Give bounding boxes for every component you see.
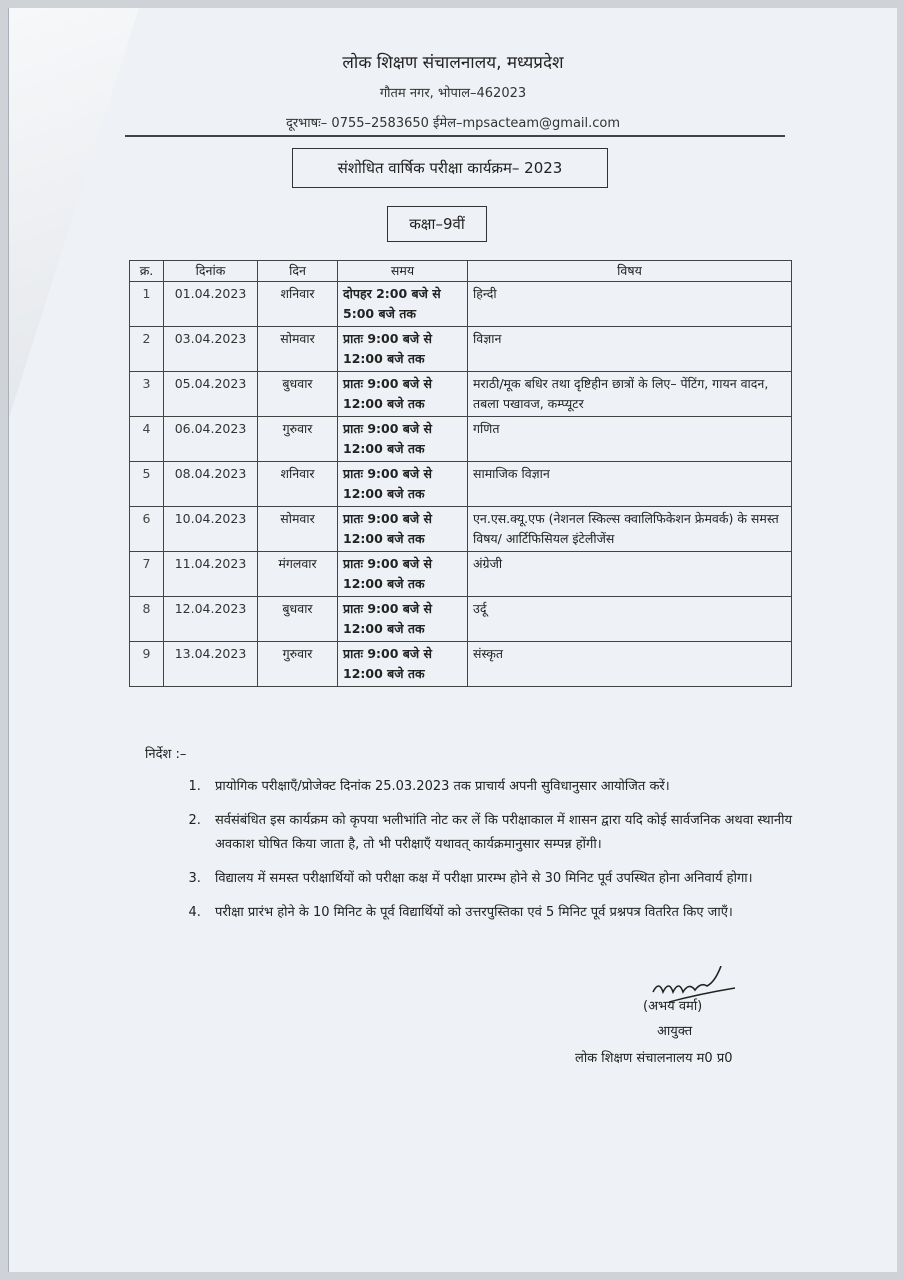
cell-subject: उर्दू xyxy=(468,597,792,642)
cell-subject: संस्कृत xyxy=(468,642,792,687)
col-header-sn: क्र. xyxy=(130,261,164,282)
col-header-date: दिनांक xyxy=(164,261,258,282)
instructions-list xyxy=(145,775,805,925)
cell-subject: मराठी/मूक बधिर तथा दृष्टिहीन छात्रों के लिए– पेंटिंग, गायन वादन, तबला पखावज, कम्प्यूटर xyxy=(468,372,792,417)
cell-date: 05.04.2023 xyxy=(164,372,258,417)
cell-date: 08.04.2023 xyxy=(164,462,258,507)
cell-date: 03.04.2023 xyxy=(164,327,258,372)
table-row xyxy=(130,462,792,507)
instruction-item: 2. सर्वसंबंधित इस कार्यक्रम को कृपया भलीभांति नोट कर लें कि परीक्षाकाल में शासन द्वारा यदि कोई सार्वजनिक अथवा स्थानीय अवकाश घोषित किया जाता है, तो भी परीक्षाएँ यथावत् कार्यक्रमानुसार सम्पन्न होंगी। xyxy=(205,809,805,857)
cell-time: प्रातः 9:00 बजे से 12:00 बजे तक xyxy=(338,597,468,642)
letterhead xyxy=(9,50,897,131)
cell-sn: 4 xyxy=(130,417,164,462)
cell-time: दोपहर 2:00 बजे से 5:00 बजे तक xyxy=(338,282,468,327)
cell-date: 06.04.2023 xyxy=(164,417,258,462)
table-row xyxy=(130,597,792,642)
org-name: लोक शिक्षण संचालनालय, मध्यप्रदेश xyxy=(342,53,564,73)
table-row xyxy=(130,417,792,462)
col-header-day: दिन xyxy=(258,261,338,282)
table-row xyxy=(130,507,792,552)
cell-subject: गणित xyxy=(468,417,792,462)
cell-subject: सामाजिक विज्ञान xyxy=(468,462,792,507)
cell-time: प्रातः 9:00 बजे से 12:00 बजे तक xyxy=(338,642,468,687)
cell-day: सोमवार xyxy=(258,327,338,372)
cell-date: 10.04.2023 xyxy=(164,507,258,552)
cell-time: प्रातः 9:00 बजे से 12:00 बजे तक xyxy=(338,417,468,462)
document-title: संशोधित वार्षिक परीक्षा कार्यक्रम– 2023 xyxy=(292,148,608,188)
signatory-name: (अभय वर्मा) xyxy=(643,999,703,1014)
cell-date: 13.04.2023 xyxy=(164,642,258,687)
cell-sn: 3 xyxy=(130,372,164,417)
cell-day: शनिवार xyxy=(258,282,338,327)
document-page xyxy=(8,8,897,1272)
table-row xyxy=(130,327,792,372)
cell-date: 01.04.2023 xyxy=(164,282,258,327)
table-row xyxy=(130,642,792,687)
org-address: गौतम नगर, भोपाल–462023 xyxy=(379,86,527,101)
cell-subject: अंग्रेजी xyxy=(468,552,792,597)
cell-sn: 2 xyxy=(130,327,164,372)
cell-date: 12.04.2023 xyxy=(164,597,258,642)
cell-subject: एन.एस.क्यू.एफ (नेशनल स्किल्स क्वालिफिकेशन फ्रेमवर्क) के समस्त विषय/ आर्टिफिसियल इंटेलीजेंस xyxy=(468,507,792,552)
cell-date: 11.04.2023 xyxy=(164,552,258,597)
cell-sn: 7 xyxy=(130,552,164,597)
instructions-heading: निर्देश :– xyxy=(145,747,187,762)
table-row xyxy=(130,552,792,597)
signatory-designation: आयुक्त xyxy=(657,1024,693,1039)
cell-subject: विज्ञान xyxy=(468,327,792,372)
instruction-item: 4. परीक्षा प्रारंभ होने के 10 मिनिट के पूर्व विद्यार्थियों को उत्तरपुस्तिका एवं 5 मिनिट पूर्व प्रश्नपत्र वितरित किए जाएँ। xyxy=(205,901,805,925)
cell-time: प्रातः 9:00 बजे से 12:00 बजे तक xyxy=(338,552,468,597)
table-row xyxy=(130,372,792,417)
cell-sn: 9 xyxy=(130,642,164,687)
col-header-time: समय xyxy=(338,261,468,282)
header-divider xyxy=(125,135,785,137)
cell-day: गुरुवार xyxy=(258,417,338,462)
exam-schedule-table xyxy=(129,260,792,687)
cell-day: बुधवार xyxy=(258,597,338,642)
class-label: कक्षा–9वीं xyxy=(387,206,487,242)
cell-time: प्रातः 9:00 बजे से 12:00 बजे तक xyxy=(338,372,468,417)
instructions xyxy=(145,743,805,935)
cell-day: मंगलवार xyxy=(258,552,338,597)
cell-sn: 6 xyxy=(130,507,164,552)
cell-day: शनिवार xyxy=(258,462,338,507)
table-row xyxy=(130,282,792,327)
cell-sn: 5 xyxy=(130,462,164,507)
table-header-row xyxy=(130,261,792,282)
cell-subject: हिन्दी xyxy=(468,282,792,327)
instruction-item: 3. विद्यालय में समस्त परीक्षार्थियों को परीक्षा कक्ष में परीक्षा प्रारम्भ होने से 30 मिनिट पूर्व उपस्थित होना अनिवार्य होगा। xyxy=(205,867,805,891)
cell-time: प्रातः 9:00 बजे से 12:00 बजे तक xyxy=(338,462,468,507)
org-contact: दूरभाषः– 0755–2583650 ईमेल–mpsacteam@gmail.com xyxy=(285,116,621,131)
cell-sn: 1 xyxy=(130,282,164,327)
cell-sn: 8 xyxy=(130,597,164,642)
cell-day: बुधवार xyxy=(258,372,338,417)
cell-day: सोमवार xyxy=(258,507,338,552)
cell-time: प्रातः 9:00 बजे से 12:00 बजे तक xyxy=(338,327,468,372)
signatory-org: लोक शिक्षण संचालनालय म0 प्र0 xyxy=(575,1051,733,1066)
cell-day: गुरुवार xyxy=(258,642,338,687)
instruction-item: 1. प्रायोगिक परीक्षाएँ/प्रोजेक्ट दिनांक 25.03.2023 तक प्राचार्य अपनी सुविधानुसार आयोजित करें। xyxy=(205,775,805,799)
cell-time: प्रातः 9:00 बजे से 12:00 बजे तक xyxy=(338,507,468,552)
col-header-subject: विषय xyxy=(468,261,792,282)
